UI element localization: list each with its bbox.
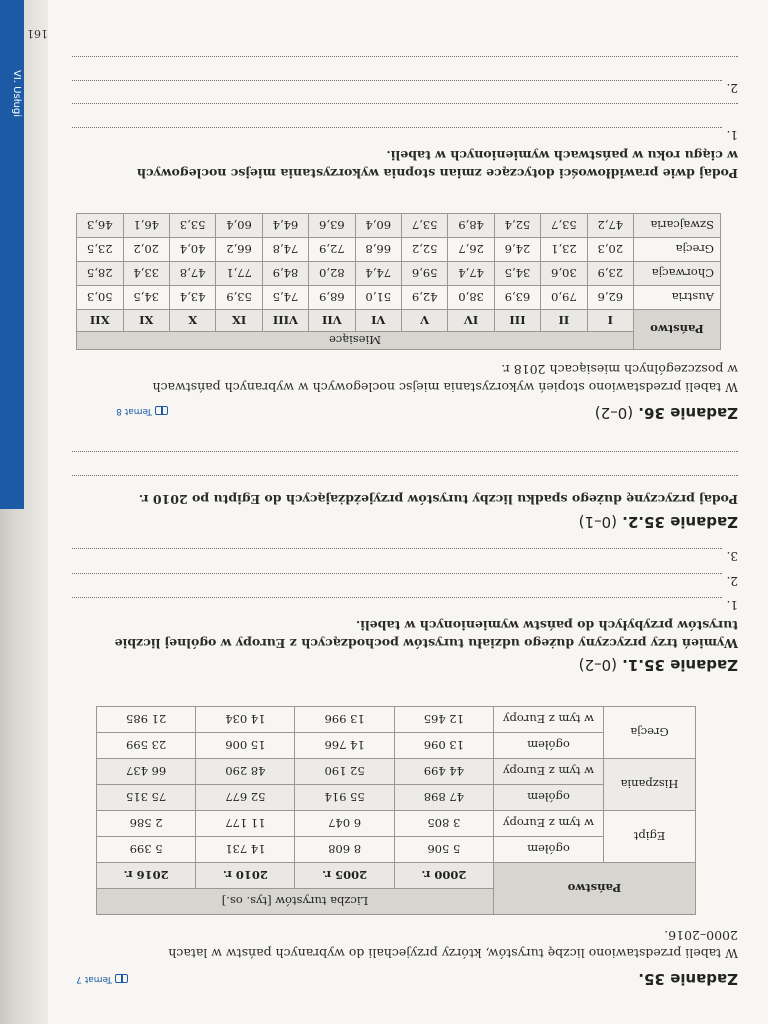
book-icon xyxy=(115,975,128,984)
value-cell: 34,5 xyxy=(123,286,169,310)
value-cell: 52,2 xyxy=(401,238,447,262)
value-cell: 60,4 xyxy=(355,214,401,238)
table-row xyxy=(77,238,721,262)
month-header: II xyxy=(541,310,587,332)
value-cell: 28,5 xyxy=(77,262,124,286)
task36-number: Zadanie 36. xyxy=(638,404,738,422)
table-row xyxy=(77,214,721,238)
value-cell: 48,9 xyxy=(448,214,494,238)
country-cell: Hiszpania xyxy=(604,759,696,811)
country-cell: Chorwacja xyxy=(634,262,721,286)
month-header: VIII xyxy=(262,310,308,332)
task35-2-title xyxy=(579,513,738,531)
value-cell: 12 465 xyxy=(394,707,493,733)
country-cell: Egipt xyxy=(604,811,696,863)
value-cell: 52 677 xyxy=(196,785,295,811)
value-cell: 20,2 xyxy=(123,238,169,262)
task35-intro xyxy=(38,926,738,962)
task35-2-points: (0–1) xyxy=(578,513,617,531)
value-cell: 33,4 xyxy=(123,262,169,286)
value-cell: 53,7 xyxy=(541,214,587,238)
answer-line-2[interactable] xyxy=(72,573,722,574)
month-header: VI xyxy=(355,310,401,332)
month-header: V xyxy=(401,310,447,332)
value-cell: 74,5 xyxy=(262,286,308,310)
value-cell: 48 290 xyxy=(196,759,295,785)
value-cell: 64,4 xyxy=(262,214,308,238)
value-cell: 63,6 xyxy=(309,214,355,238)
answer-line-1[interactable] xyxy=(72,597,722,598)
kind-cell: w tym z Europy xyxy=(494,707,604,733)
value-cell: 50,3 xyxy=(77,286,124,310)
value-cell: 79,0 xyxy=(541,286,587,310)
value-cell: 77,1 xyxy=(216,262,262,286)
section-tab xyxy=(0,0,24,509)
task35-1-line2: turystów przybyłych do państw wymienionych w tabeli. xyxy=(355,618,738,633)
answer-number-3: 3. xyxy=(726,549,738,563)
task36-title xyxy=(595,404,738,422)
task35-intro-line1: W tabeli przedstawiono liczbę turystów, którzy przyjechali do wybranych państw w latach xyxy=(168,946,738,961)
value-cell: 24,6 xyxy=(494,238,540,262)
task36-line1: Podaj dwie prawidłowości dotyczące zmian stopnia wykorzystania miejsc noclegowych xyxy=(136,166,738,181)
month-header: IX xyxy=(216,310,262,332)
answer-line-36-2[interactable] xyxy=(72,80,722,81)
value-cell: 13 096 xyxy=(394,733,493,759)
value-cell: 75 315 xyxy=(97,785,196,811)
task35-topic-label: Temat 7 xyxy=(76,974,112,984)
answer-number-36-2: 2. xyxy=(726,81,738,95)
value-cell: 53,9 xyxy=(216,286,262,310)
value-cell: 84,9 xyxy=(262,262,308,286)
value-cell: 62,6 xyxy=(587,286,633,310)
value-cell: 74,4 xyxy=(355,262,401,286)
answer-line-36-1[interactable] xyxy=(72,127,722,128)
task36-intro xyxy=(38,360,738,396)
value-cell: 82,0 xyxy=(309,262,355,286)
value-cell: 23,5 xyxy=(77,238,124,262)
value-cell: 23,9 xyxy=(587,262,633,286)
value-cell: 53,3 xyxy=(169,214,215,238)
value-cell: 40,4 xyxy=(169,238,215,262)
value-cell: 8 608 xyxy=(295,837,394,863)
value-cell: 3 805 xyxy=(394,811,493,837)
table-row xyxy=(97,837,696,863)
task35-2-number: Zadanie 35.2. xyxy=(622,513,738,531)
month-header: I xyxy=(587,310,633,332)
value-cell: 14 766 xyxy=(295,733,394,759)
value-cell: 5 399 xyxy=(97,837,196,863)
value-cell: 55 914 xyxy=(295,785,394,811)
country-cell: Grecja xyxy=(604,707,696,759)
value-cell: 59,6 xyxy=(401,262,447,286)
section-tab-label: VI. Usługi xyxy=(11,70,22,117)
book-icon xyxy=(155,407,168,416)
task35-1-question xyxy=(38,616,738,652)
value-cell: 68,9 xyxy=(309,286,355,310)
value-cell: 46,1 xyxy=(123,214,169,238)
answer-line-36-2b[interactable] xyxy=(72,56,738,57)
value-cell: 20,3 xyxy=(587,238,633,262)
task36-question xyxy=(38,146,738,182)
tourists-table xyxy=(96,706,696,915)
value-cell: 47,4 xyxy=(448,262,494,286)
occupancy-header-months: Miesiące xyxy=(77,332,634,350)
value-cell: 6 047 xyxy=(295,811,394,837)
task36-topic-ref xyxy=(116,406,168,416)
year-header: 2016 r. xyxy=(97,863,196,889)
month-header: VII xyxy=(309,310,355,332)
task35-intro-line2: 2000–2016. xyxy=(664,928,738,943)
value-cell: 42,9 xyxy=(401,286,447,310)
value-cell: 66,8 xyxy=(355,238,401,262)
value-cell: 44 499 xyxy=(394,759,493,785)
year-header: 2005 r. xyxy=(295,863,394,889)
value-cell: 66 437 xyxy=(97,759,196,785)
value-cell: 23,1 xyxy=(541,238,587,262)
value-cell: 43,4 xyxy=(169,286,215,310)
answer-line-35-2a[interactable] xyxy=(72,475,738,476)
answer-line-36-1b[interactable] xyxy=(72,103,738,104)
value-cell: 52,4 xyxy=(494,214,540,238)
answer-line-3[interactable] xyxy=(72,548,722,549)
value-cell: 60,4 xyxy=(216,214,262,238)
task36-intro-line2: w poszczególnych miesiącach 2018 r. xyxy=(501,362,738,377)
month-header: X xyxy=(169,310,215,332)
page-number: 161 xyxy=(27,27,48,40)
task35-topic-ref xyxy=(76,974,128,984)
answer-number-36-1: 1. xyxy=(726,128,738,142)
task36-topic-label: Temat 8 xyxy=(116,406,152,416)
occupancy-header-country: Państwo xyxy=(634,310,721,350)
value-cell: 38,0 xyxy=(448,286,494,310)
value-cell: 21 985 xyxy=(97,707,196,733)
value-cell: 74,8 xyxy=(262,238,308,262)
answer-line-35-2b[interactable] xyxy=(72,451,738,452)
value-cell: 2 586 xyxy=(97,811,196,837)
answer-number-1: 1. xyxy=(726,598,738,612)
value-cell: 47 898 xyxy=(394,785,493,811)
value-cell: 11 177 xyxy=(196,811,295,837)
value-cell: 30,6 xyxy=(541,262,587,286)
value-cell: 15 006 xyxy=(196,733,295,759)
task35-1-title xyxy=(579,656,738,674)
task35-1-points: (0–2) xyxy=(578,656,617,674)
value-cell: 26,7 xyxy=(448,238,494,262)
table-header-group: Liczba turystów [tys. os.] xyxy=(97,889,494,915)
value-cell: 23 599 xyxy=(97,733,196,759)
month-header: XII xyxy=(77,310,124,332)
country-cell: Grecja xyxy=(634,238,721,262)
value-cell: 14 034 xyxy=(196,707,295,733)
task35-1-number: Zadanie 35.1. xyxy=(622,656,738,674)
kind-cell: ogółem xyxy=(494,837,604,863)
task36-line2: w ciągu roku w państwach wymienionych w tabeli. xyxy=(386,148,738,163)
month-header: IV xyxy=(448,310,494,332)
value-cell: 46,3 xyxy=(77,214,124,238)
value-cell: 5 506 xyxy=(394,837,493,863)
month-header: III xyxy=(494,310,540,332)
country-cell: Austria xyxy=(634,286,721,310)
table-row xyxy=(77,286,721,310)
task35-1-line1: Wymień trzy przyczyny dużego udziału turystów pochodzących z Europy w ogólnej liczbie xyxy=(114,636,738,651)
value-cell: 14 731 xyxy=(196,837,295,863)
table-header-country: Państwo xyxy=(494,863,696,915)
year-header: 2000 r. xyxy=(394,863,493,889)
country-cell: Szwajcaria xyxy=(634,214,721,238)
value-cell: 63,9 xyxy=(494,286,540,310)
value-cell: 52 190 xyxy=(295,759,394,785)
kind-cell: w tym z Europy xyxy=(494,811,604,837)
value-cell: 47,8 xyxy=(169,262,215,286)
occupancy-table xyxy=(76,213,721,350)
task36-intro-line1: W tabeli przedstawiono stopień wykorzystania miejsc noclegowych w wybranych państwach xyxy=(152,380,738,395)
value-cell: 13 996 xyxy=(295,707,394,733)
value-cell: 72,9 xyxy=(309,238,355,262)
table-row xyxy=(77,262,721,286)
year-header: 2010 r. xyxy=(196,863,295,889)
kind-cell: ogółem xyxy=(494,733,604,759)
task35-title: Zadanie 35. xyxy=(638,970,738,988)
value-cell: 66,2 xyxy=(216,238,262,262)
answer-number-2: 2. xyxy=(726,574,738,588)
value-cell: 51,0 xyxy=(355,286,401,310)
kind-cell: w tym z Europy xyxy=(494,759,604,785)
table-row xyxy=(97,733,696,759)
value-cell: 53,7 xyxy=(401,214,447,238)
month-header: XI xyxy=(123,310,169,332)
value-cell: 47,2 xyxy=(587,214,633,238)
value-cell: 34,5 xyxy=(494,262,540,286)
task35-2-question: Podaj przyczynę dużego spadku liczby turystów przyjeżdżających do Egiptu po 2010 r. xyxy=(138,492,738,507)
table-row xyxy=(97,785,696,811)
task36-points: (0–2) xyxy=(594,404,634,422)
kind-cell: ogółem xyxy=(494,785,604,811)
